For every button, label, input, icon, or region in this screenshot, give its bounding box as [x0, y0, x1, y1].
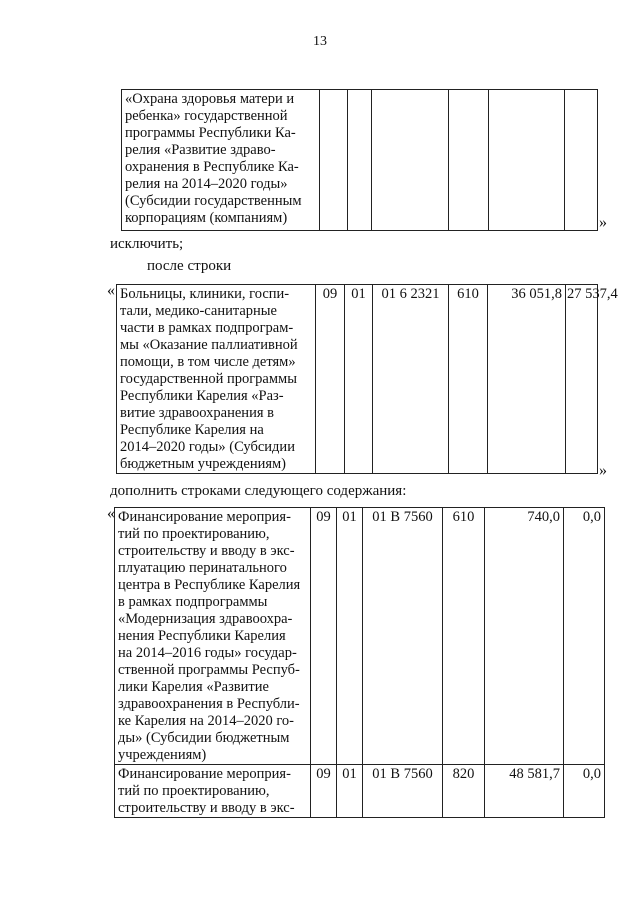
cell-amount-2: 0,0: [564, 765, 605, 818]
cell-expense-type: [449, 90, 489, 231]
instruction-exclude: исключить;: [110, 236, 184, 252]
cell-expense-type: 820: [443, 765, 485, 818]
cell-target-article: [372, 90, 449, 231]
cell-amount-1: 740,0: [485, 508, 564, 765]
page-number: 13: [313, 34, 327, 49]
cell-target-article: 01 6 2321: [373, 285, 449, 474]
budget-table-excluded: [121, 89, 598, 231]
budget-table-added-rows: [114, 507, 605, 818]
table-row: [115, 765, 605, 818]
cell-amount-2: 0,0: [564, 508, 605, 765]
close-quote: »: [599, 462, 607, 479]
row-description: Финансирование мероприя- тий по проектированию, строительству и вводу в экс- плуатацию перинатального центра в Республике Карелия в рамках подпрограммы «Модернизация здравоохра- нения Республики Карелия на 2014–2016 годы» государ- ственной программы Респуб- лики Карелия «Развитие здравоохранения в Республи- ке Карелия на 2014–2020 го- ды» (Субсидии бюджетным учреждениям): [115, 508, 311, 765]
cell-expense-type: 610: [449, 285, 488, 474]
table-row: [117, 285, 598, 474]
open-quote: «: [107, 282, 115, 299]
table-row: [115, 508, 605, 765]
cell-subsection: 01: [337, 765, 363, 818]
row-description: Больницы, клиники, госпи- тали, медико-санитарные части в рамках подпрограм- мы «Оказание паллиативной помощи, в том числе детям» государственной программы Республики Карелия «Раз- витие здравоохранения в Республике Карелия на 2014–2020 годы» (Субсидии бюджетным учреждениям): [117, 285, 316, 474]
row-description: «Охрана здоровья матери и ребенка» государственной программы Республики Ка- релия «Развитие здраво- охранения в Республике Ка- релия на 2014–2020 годы» (Субсидии государственным корпорациям (компаниям): [122, 90, 320, 231]
cell-amount-1: 36 051,8: [488, 285, 566, 474]
cell-amount-2: [565, 90, 598, 231]
cell-amount-1: 48 581,7: [485, 765, 564, 818]
instruction-after-row: после строки: [147, 258, 232, 274]
budget-table-reference-row: [116, 284, 618, 474]
cell-section: 09: [311, 508, 337, 765]
cell-target-article: 01 В 7560: [363, 765, 443, 818]
cell-section: 09: [316, 285, 345, 474]
cell-target-article: 01 В 7560: [363, 508, 443, 765]
cell-subsection: 01: [337, 508, 363, 765]
cell-subsection: [348, 90, 372, 231]
cell-section: 09: [311, 765, 337, 818]
cell-subsection: 01: [345, 285, 373, 474]
open-quote: «: [107, 505, 115, 522]
cell-amount-1: [489, 90, 565, 231]
cell-amount-2: 27 537,4: [566, 285, 598, 474]
instruction-supplement: дополнить строками следующего содержания:: [110, 483, 407, 499]
close-quote: »: [599, 214, 607, 231]
table-row: [122, 90, 598, 231]
cell-expense-type: 610: [443, 508, 485, 765]
row-description: Финансирование мероприя- тий по проектированию, строительству и вводу в экс-: [115, 765, 311, 818]
cell-section: [320, 90, 348, 231]
